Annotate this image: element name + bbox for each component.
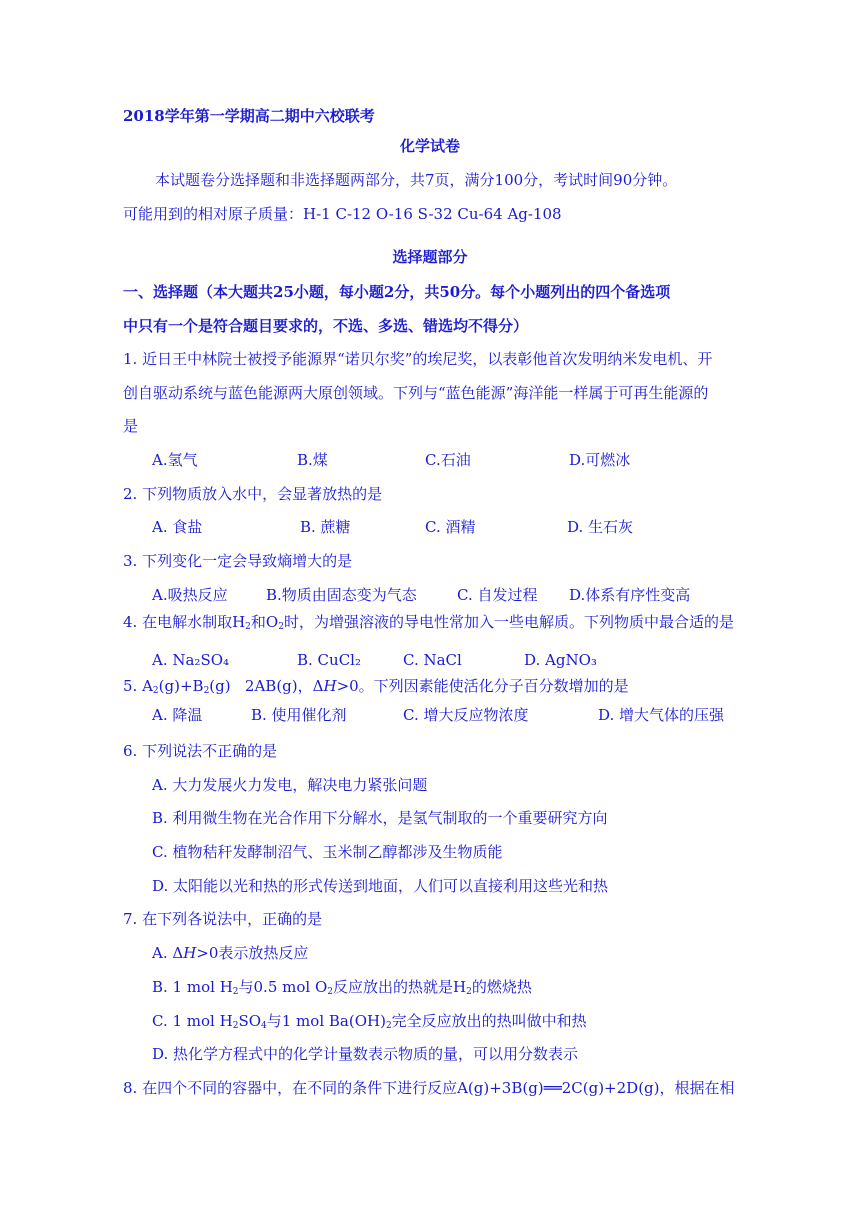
q4-stem: 4. 在电解水制取$H_2$和$O_2$时，为增强溶液的导电性常加入一些电解质。下列物质中最合适的是	[123, 613, 734, 632]
q3-option-d: D.体系有序性变高	[569, 586, 691, 604]
q7-option-a: A. ΔH>0表示放热反应	[152, 944, 309, 962]
q3-option-a: A.吸热反应	[152, 586, 228, 604]
q6-option-b: B. 利用微生物在光合作用下分解水，是氢气制取的一个重要研究方向	[152, 809, 608, 827]
q4-option-a: A. Na₂SO₄	[152, 651, 230, 669]
intro-text: 本试题卷分选择题和非选择题两部分，共7页，满分100分，考试时间90分钟。	[155, 171, 678, 189]
q2-option-b: B. 蔗糖	[300, 518, 351, 536]
q6-option-d: D. 太阳能以光和热的形式传送到地面，人们可以直接利用这些光和热	[152, 877, 609, 895]
section-instructions-line1: 一、选择题（本大题共25小题，每小题2分，共50分。每个小题列出的四个备选项	[123, 283, 671, 301]
q1-line1: 1. 近日王中林院士被授予能源界“诺贝尔奖”的埃尼奖，以表彰他首次发明纳米发电机、开	[123, 350, 713, 368]
q7-option-b: B. 1 mol $H_2$与0.5 mol $O_2$反应放出的热就是$H_2$的燃烧热	[152, 978, 532, 997]
exam-title: 2018学年第一学期高二期中六校联考	[123, 107, 375, 125]
q4-option-b: B. CuCl₂	[297, 651, 361, 669]
q2-option-a: A. 食盐	[152, 518, 203, 536]
q1-line3: 是	[123, 417, 139, 435]
q1-option-c: C.石油	[425, 451, 471, 469]
q1-option-d: D.可燃冰	[569, 451, 631, 469]
q7-option-c: C. 1 mol $H_2SO_4$与1 mol $Ba(OH)_2$完全反应放出的热叫做中和热	[152, 1012, 587, 1031]
q4-option-c: C. NaCl	[403, 651, 462, 669]
q5-option-b: B. 使用催化剂	[251, 706, 347, 724]
q1-option-a: A.氢气	[152, 451, 198, 469]
q1-option-b: B.煤	[297, 451, 328, 469]
q7-stem: 7. 在下列各说法中，正确的是	[123, 910, 323, 928]
q4-option-d: D. AgNO₃	[524, 651, 597, 669]
q5-stem: 5. $A_2(g)+B_2(g)$ 2AB(g)，ΔH>0。下列因素能使活化分子百分数增加的是	[123, 677, 629, 696]
q2-option-d: D. 生石灰	[567, 518, 634, 536]
q2-stem: 2. 下列物质放入水中，会显著放热的是	[123, 485, 383, 503]
q3-option-c: C. 自发过程	[457, 586, 538, 604]
subject-title: 化学试卷	[399, 137, 460, 155]
q5-option-c: C. 增大反应物浓度	[403, 706, 529, 724]
q3-stem: 3. 下列变化一定会导致熵增大的是	[123, 552, 353, 570]
q6-option-c: C. 植物秸秆发酵制沼气、玉米制乙醇都涉及生物质能	[152, 843, 503, 861]
q2-option-c: C. 酒精	[425, 518, 476, 536]
q7-option-d: D. 热化学方程式中的化学计量数表示物质的量，可以用分数表示	[152, 1045, 579, 1063]
q3-option-b: B.物质由固态变为气态	[266, 586, 417, 604]
q8-stem: 8. 在四个不同的容器中，在不同的条件下进行反应A(g)+3B(g)══2C(g)+2D(g)，根据在相	[123, 1079, 735, 1097]
q6-stem: 6. 下列说法不正确的是	[123, 742, 278, 760]
section-title: 选择题部分	[392, 248, 468, 266]
q5-option-a: A. 降温	[152, 706, 203, 724]
q6-option-a: A. 大力发展火力发电，解决电力紧张问题	[152, 776, 428, 794]
q5-option-d: D. 增大气体的压强	[598, 706, 725, 724]
atomic-masses: 可能用到的相对原子质量：H-1 C-12 O-16 S-32 Cu-64 Ag-108	[123, 205, 562, 223]
section-instructions-line2: 中只有一个是符合题目要求的，不选、多选、错选均不得分）	[123, 317, 529, 335]
q1-line2: 创自驱动系统与蓝色能源两大原创领域。下列与“蓝色能源”海洋能一样属于可再生能源的	[123, 384, 709, 402]
